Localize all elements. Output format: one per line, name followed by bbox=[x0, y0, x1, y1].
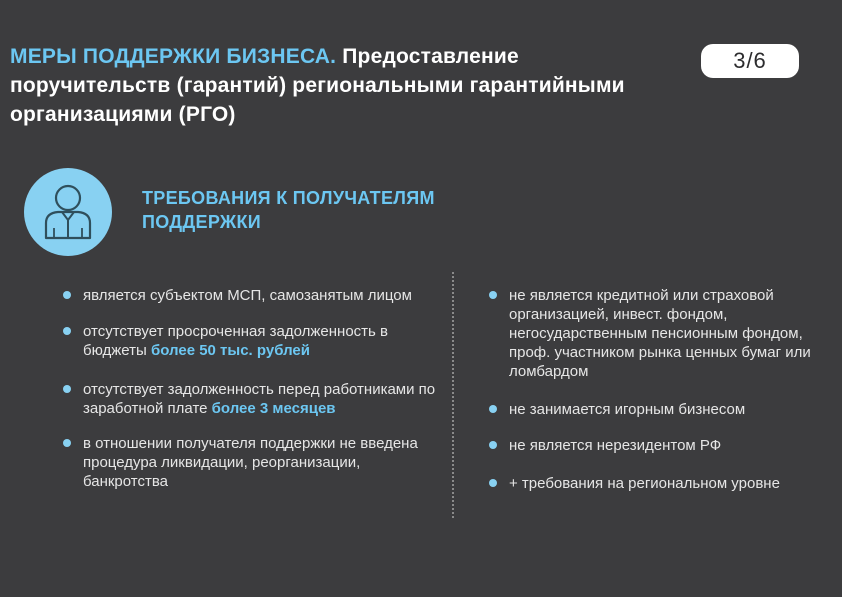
person-icon bbox=[24, 168, 112, 256]
bullet-icon bbox=[489, 479, 497, 487]
list-item-highlight: более 3 месяцев bbox=[211, 400, 336, 417]
list-item bbox=[489, 286, 839, 381]
section-heading bbox=[142, 186, 502, 234]
list-item bbox=[63, 380, 443, 418]
page-indicator-badge bbox=[701, 44, 799, 78]
left-requirements-list bbox=[63, 286, 443, 491]
bullet-icon bbox=[63, 439, 71, 447]
list-item bbox=[63, 322, 443, 360]
section-heading-line-1: ТРЕБОВАНИЯ К ПОЛУЧАТЕЛЯМ bbox=[142, 188, 435, 208]
list-item-text: в отношении получателя поддержки не введена процедура ликвидации, реорганизации, банкротства bbox=[83, 435, 418, 490]
list-item-highlight: более 50 тыс. рублей bbox=[150, 342, 310, 359]
list-item bbox=[63, 434, 443, 491]
bullet-icon bbox=[63, 291, 71, 299]
list-item-text: отсутствует просроченная задолженность в бюджеты bbox=[83, 323, 389, 359]
list-item bbox=[489, 400, 839, 419]
list-item-text: не является кредитной или страховой организацией, инвест. фондом, негосударственным пенсионным фондом, проф. участником рынка ценных бумаг или ломбардом bbox=[509, 287, 811, 380]
list-item-text: не занимается игорным бизнесом bbox=[509, 401, 746, 418]
page-title bbox=[10, 42, 650, 129]
list-item-text: + требования на региональном уровне bbox=[509, 475, 780, 492]
page-title-text: Предоставление поручительств (гарантий) региональными гарантийными организациями (РГО) bbox=[10, 45, 625, 126]
list-item-text: не является нерезидентом РФ bbox=[509, 437, 722, 454]
page-indicator-text: 3/6 bbox=[733, 48, 767, 73]
bullet-icon bbox=[489, 441, 497, 449]
bullet-icon bbox=[489, 291, 497, 299]
bullet-icon bbox=[489, 405, 497, 413]
list-item-text: является субъектом МСП, самозанятым лицом bbox=[83, 287, 412, 304]
list-item-text: отсутствует задолженность перед работниками по заработной плате bbox=[83, 381, 436, 417]
column-divider bbox=[452, 272, 454, 518]
list-item bbox=[489, 474, 839, 493]
bullet-icon bbox=[63, 385, 71, 393]
list-item bbox=[63, 286, 443, 305]
right-requirements-list bbox=[489, 286, 839, 493]
page-title-accent: МЕРЫ ПОДДЕРЖКИ БИЗНЕСА. bbox=[10, 45, 337, 68]
section-heading-line-2: ПОДДЕРЖКИ bbox=[142, 212, 262, 232]
list-item bbox=[489, 436, 839, 455]
bullet-icon bbox=[63, 327, 71, 335]
